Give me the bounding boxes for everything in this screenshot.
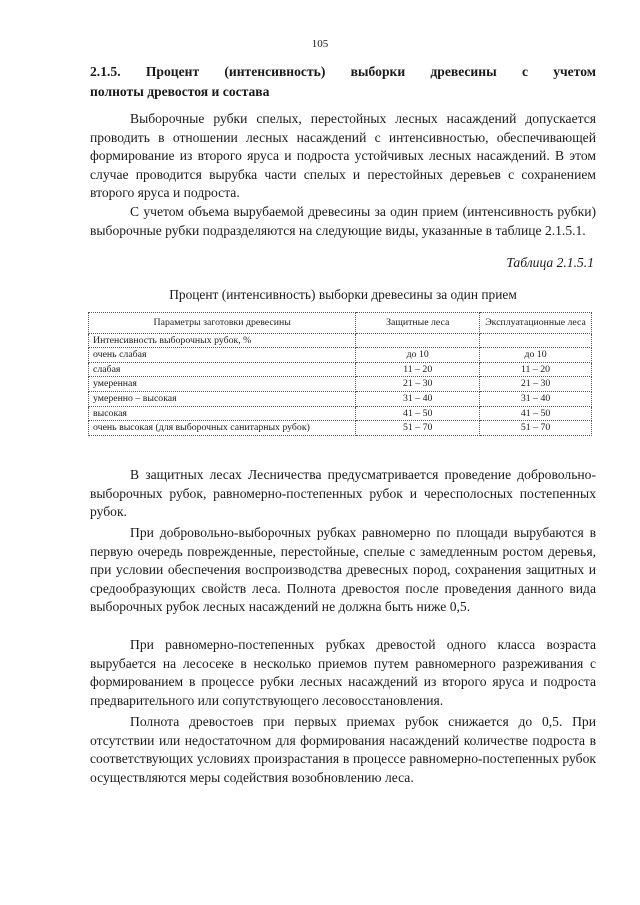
row-protective: 31 – 40 [356, 391, 480, 406]
paragraph-5: При равномерно-постепенных рубках древостой одного класса возраста вырубается на лесосеке в несколько приемов путем равномерного разреживания с формированием в процессе рубки лесных насаждений из второго яруса и подроста предварительного или сопутствующего лесовосстановления. [90, 637, 596, 708]
table-row [89, 377, 592, 392]
section-heading-line-1: 2.1.5. Процент (интенсивность) выборки древесины с учетом [90, 64, 596, 79]
table-reference: Таблица 2.1.5.1 [506, 255, 594, 270]
section-heading [90, 62, 596, 102]
row-operational: 31 – 40 [480, 391, 592, 406]
table-row [89, 406, 592, 421]
page-number: 105 [311, 38, 329, 50]
table-row [89, 348, 592, 363]
paragraph-1: Выборочные рубки спелых, перестойных лесных насаждений допускается проводить в отношении лесных насаждений с интенсивностью, обеспечивающей формирование из второго яруса и подроста устойчивых лесных насаждений. В этом случае проводится вырубка части спелых и перестойных деревьев с сохранением второго яруса и подроста. [90, 111, 596, 201]
row-param: очень слабая [89, 348, 356, 363]
header-parameters: Параметры заготовки древесины [89, 313, 356, 334]
row-param: умеренно – высокая [89, 391, 356, 406]
table-header-row [89, 313, 592, 334]
header-operational-forests: Эксплуатационные леса [480, 313, 592, 334]
table-group-row [89, 333, 592, 348]
group-label: Интенсивность выборочных рубок, % [89, 333, 356, 348]
paragraph-2: С учетом объема вырубаемой древесины за один прием (интенсивность рубки) выборочные рубки подразделяются на следующие виды, указанные в таблице 2.1.5.1. [90, 204, 596, 238]
row-operational: до 10 [480, 348, 592, 363]
table-row [89, 391, 592, 406]
row-protective: 51 – 70 [356, 421, 480, 436]
table-row [89, 421, 592, 436]
row-protective: 21 – 30 [356, 377, 480, 392]
row-param: умеренная [89, 377, 356, 392]
row-operational: 51 – 70 [480, 421, 592, 436]
row-protective: до 10 [356, 348, 480, 363]
section-heading-line-2: полноты древостоя и состава [90, 84, 270, 99]
paragraph-3: В защитных лесах Лесничества предусматривается проведение добровольно-выборочных рубок, равномерно-постепенных рубок и чересполосных постепенных рубок. [90, 467, 596, 520]
row-param: высокая [89, 406, 356, 421]
row-protective: 11 – 20 [356, 362, 480, 377]
row-protective: 41 – 50 [356, 406, 480, 421]
row-param: очень высокая (для выборочных санитарных рубок) [89, 421, 356, 436]
row-operational: 41 – 50 [480, 406, 592, 421]
row-operational: 21 – 30 [480, 377, 592, 392]
row-operational: 11 – 20 [480, 362, 592, 377]
table-row [89, 362, 592, 377]
table-title: Процент (интенсивность) выборки древесины за один прием [169, 287, 517, 302]
row-param: слабая [89, 362, 356, 377]
header-protective-forests: Защитные леса [356, 313, 480, 334]
intensity-table [88, 312, 592, 436]
paragraph-4: При добровольно-выборочных рубках равномерно по площади вырубаются в первую очередь поврежденные, перестойные, спелые с замедленным ростом деревья, при условии обеспечения воспроизводства древесных пород, сохранения защитных и средообразующих свойств леса. Полнота древостоя после проведения данного вида выборочных рубок лесных насаждений не должна быть ниже 0,5. [90, 525, 596, 615]
paragraph-6: Полнота древостоев при первых приемах рубок снижается до 0,5. При отсутствии или недостаточном для формирования насаждений количестве подроста в соответствующих условиях произрастания в процессе равномерно-постепенных рубок осуществляются меры содействия возобновлению леса. [90, 714, 596, 785]
